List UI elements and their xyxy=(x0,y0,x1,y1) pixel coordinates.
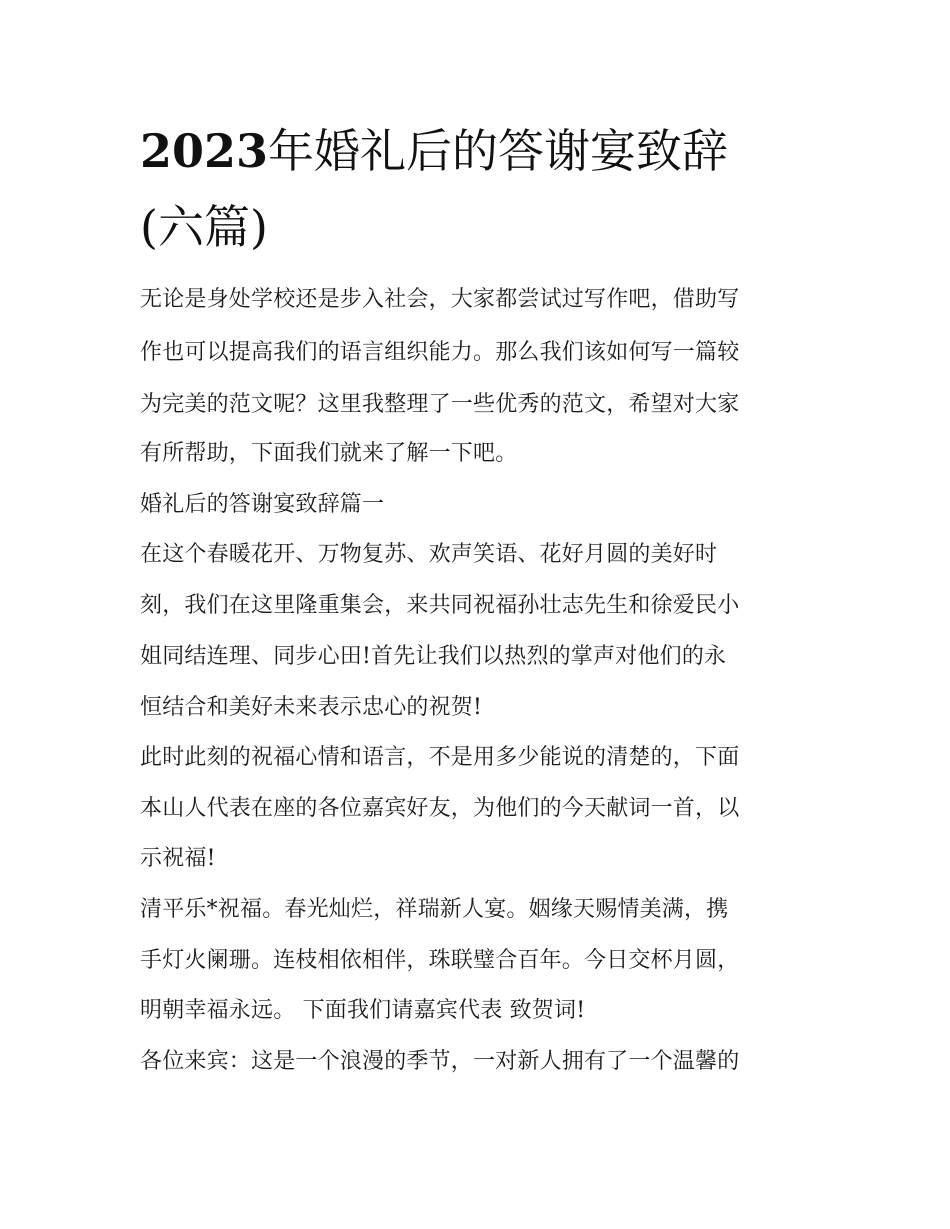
paragraph-line: 示祝福! xyxy=(140,846,216,871)
paragraph-line: 作也可以提高我们的语言组织能力。那么我们该如何写一篇较 xyxy=(140,340,740,365)
paragraph-line: 有所帮助，下面我们就来了解一下吧。 xyxy=(140,441,518,466)
paragraph-line: 本山人代表在座的各位嘉宾好友，为他们的今天献词一首，以 xyxy=(140,796,740,821)
paragraph-line: 明朝幸福永远。 下面我们请嘉宾代表 致贺词! xyxy=(140,998,586,1023)
paragraph-line: 在这个春暖花开、万物复苏、欢声笑语、花好月圆的美好时 xyxy=(140,542,718,567)
section-heading: 婚礼后的答谢宴致辞篇一 xyxy=(140,492,385,517)
document-title-line-2: (六篇) xyxy=(140,200,268,254)
paragraph-line: 各位来宾：这是一个浪漫的季节，一对新人拥有了一个温馨的 xyxy=(140,1049,740,1074)
paragraph-line: 刻，我们在这里隆重集会，来共同祝福孙壮志先生和徐爱民小 xyxy=(140,593,740,618)
title-year: 2023 xyxy=(140,124,269,178)
paragraph-line: 为完美的范文呢？这里我整理了一些优秀的范文，希望对大家 xyxy=(140,392,740,417)
document-title-line-1 xyxy=(140,124,729,178)
paragraph-line: 手灯火阑珊。连枝相依相伴，珠联璧合百年。今日交杯月圆， xyxy=(140,948,740,973)
paragraph-line: 无论是身处学校还是步入社会，大家都尝试过写作吧，借助写 xyxy=(140,287,740,312)
paragraph-line: 恒结合和美好未来表示忠心的祝贺! xyxy=(140,695,483,720)
paragraph-line: 姐同结连理、同步心田!首先让我们以热烈的掌声对他们的永 xyxy=(140,644,727,669)
title-text: 年婚礼后的答谢宴致辞 xyxy=(268,124,729,178)
paragraph-line: 此时此刻的祝福心情和语言，不是用多少能说的清楚的，下面 xyxy=(140,745,740,770)
paragraph-line: 清平乐*祝福。春光灿烂，祥瑞新人宴。姻缘天赐情美满，携 xyxy=(140,897,729,922)
